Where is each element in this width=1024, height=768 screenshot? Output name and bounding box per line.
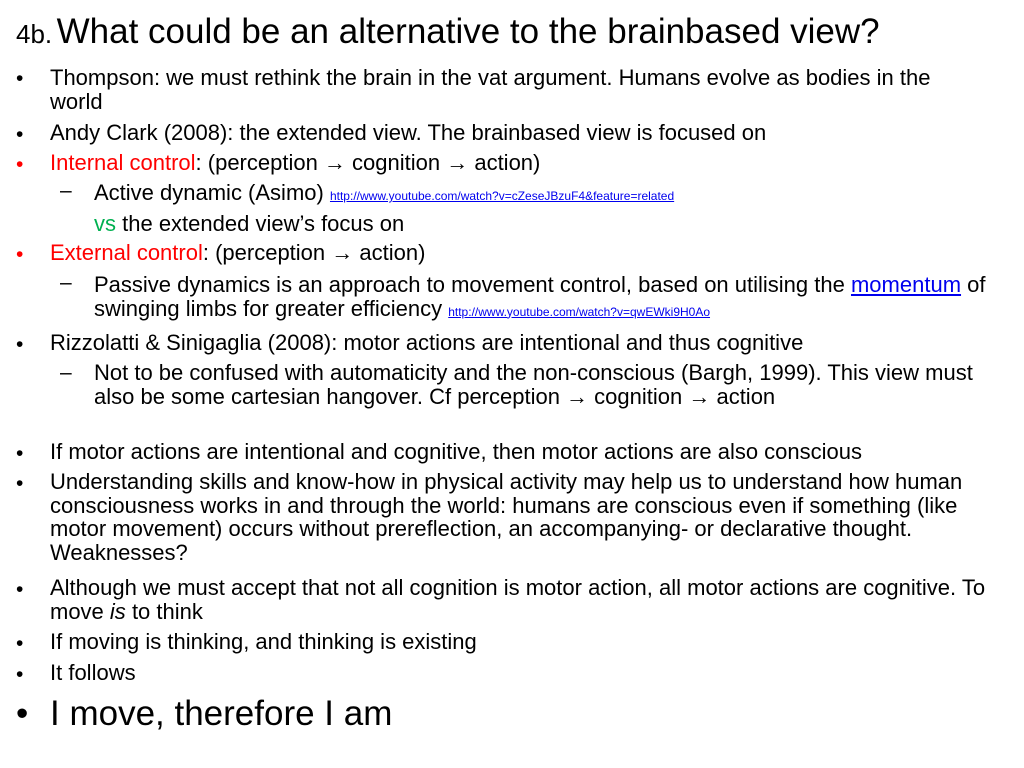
italic-is: is <box>109 598 126 624</box>
title-text: What could be an alternative to the brainbased view? <box>56 12 880 51</box>
bullet-text: : (perception → action) <box>202 240 426 265</box>
dash-marker: – <box>60 271 72 294</box>
bullet-internal-control <box>50 151 1010 175</box>
bullet-moving-thinking <box>50 630 1010 654</box>
bullet-marker: • <box>16 153 24 176</box>
passive-dynamics-video-link[interactable]: http://www.youtube.com/watch?v=qwEWki9H0Ao <box>448 304 711 319</box>
momentum-link[interactable]: momentum <box>850 272 962 297</box>
vs-label: vs <box>94 211 116 236</box>
bullet-conclusion <box>50 696 1010 731</box>
internal-control-label: Internal control <box>50 150 196 175</box>
bullet-text: Thompson: we must rethink the brain in the vat argument. Humans evolve as bodies in the world <box>50 65 931 114</box>
bullet-it-follows <box>50 661 1010 685</box>
bullet-marker: • <box>16 333 24 356</box>
bullet-text: of swinging limbs for greater efficiency <box>94 272 986 321</box>
bullet-text: : (perception → cognition → action) <box>195 150 541 175</box>
bullet-andy-clark <box>50 121 1010 145</box>
bullet-text: Andy Clark (2008): the extended view. The brainbased view is focused on <box>50 120 767 145</box>
bullet-all-motor-cognitive <box>50 576 1005 623</box>
bullet-marker: • <box>16 578 24 601</box>
bullet-marker: • <box>16 472 24 495</box>
bullet-marker: • <box>16 663 24 686</box>
bullet-text: to think <box>131 598 203 624</box>
bullet-motor-conscious <box>50 440 1020 464</box>
bullet-text: Understanding skills and know-how in physical activity may help us to understand how human consciousness works in and through the world: humans are conscious even if something (like motor movement) occurs without prereflection, an accompanying- or declarative thought. Weaknesses? <box>50 469 963 565</box>
bullet-external-control <box>50 241 1010 265</box>
bullet-text: I move, therefore I am <box>50 694 393 733</box>
asimo-video-link[interactable]: http://www.youtube.com/watch?v=cZeseJBzuF4&feature=related <box>329 189 675 203</box>
sub-passive-dynamics <box>94 273 1014 324</box>
bullet-marker: • <box>16 123 24 146</box>
bullet-rizzolatti <box>50 331 1010 355</box>
dash-marker: – <box>60 179 72 202</box>
bullet-thompson <box>50 66 950 113</box>
bullet-text: Not to be confused with automaticity and the non-conscious (Bargh, 1999). This view must also be some cartesian hangover. Cf perception → cognition → action <box>94 360 973 409</box>
sub-active-dynamic <box>94 181 1014 209</box>
bullet-text: If motor actions are intentional and cognitive, then motor actions are also conscious <box>50 439 863 464</box>
slide-title <box>16 14 1016 49</box>
bullet-text: Rizzolatti & Sinigaglia (2008): motor actions are intentional and thus cognitive <box>50 330 804 355</box>
bullet-understanding-skills <box>50 470 995 564</box>
bullet-text: Active dynamic (Asimo) <box>94 180 324 205</box>
bullet-marker: • <box>16 694 29 733</box>
title-number: 4b. <box>16 19 53 49</box>
external-control-label: External control <box>50 240 203 265</box>
bullet-marker: • <box>16 67 24 90</box>
bullet-text: the extended view’s focus on <box>122 211 405 236</box>
bullet-marker: • <box>16 632 24 655</box>
dash-marker: – <box>60 361 72 384</box>
sub-versus-line <box>94 212 994 236</box>
bullet-text: If moving is thinking, and thinking is existing <box>50 629 477 654</box>
bullet-text: It follows <box>50 660 136 685</box>
bullet-marker: • <box>16 442 24 465</box>
bullet-marker: • <box>16 243 24 266</box>
bullet-text: Although we must accept that not all cognition is motor action, all motor actions are cognitive. To move <box>50 575 986 624</box>
sub-automaticity <box>94 361 1009 408</box>
bullet-text: Passive dynamics is an approach to movement control, based on utilising the <box>94 272 845 297</box>
